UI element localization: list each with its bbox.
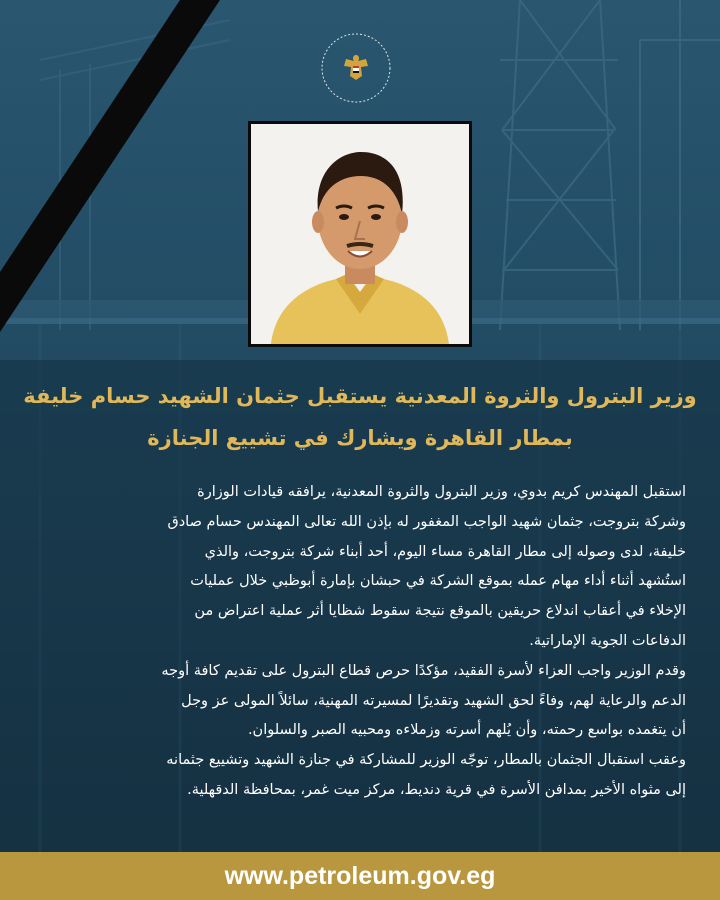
body-line: وشركة بتروجت، جثمان شهيد الواجب المغفور له بإذن الله تعالى المهندس حسام صادق [167,513,686,530]
footer-bar [0,852,720,900]
ministry-logo [316,28,396,108]
portrait-photo [248,121,472,347]
article-body [36,478,686,806]
body-line: وقدم الوزير واجب العزاء لأسرة الفقيد، مؤكدًا حرص قطاع البترول على تقديم كافة أوجه [161,662,686,679]
eagle-emblem-icon [344,55,368,80]
body-line: الدفاعات الجوية الإماراتية. [529,632,686,649]
website-link[interactable]: www.petroleum.gov.eg [224,862,496,890]
headline-line-2: بمطار القاهرة ويشارك في تشييع الجنازة [147,426,573,450]
body-line: الإخلاء في أعقاب اندلاع حريقين بالموقع نتيجة سقوط شظايا أثر عملية اعتراض من [194,603,686,620]
body-line: خليفة، لدى وصوله إلى مطار القاهرة مساء اليوم، أحد أبناء شركة بتروجت، والذي [204,543,686,560]
body-line: وعقب استقبال الجثمان بالمطار، توجّه الوزير للمشاركة في جنازة الشهيد وتشييع جثمانه [166,752,686,769]
body-line: استقبل المهندس كريم بدوي، وزير البترول والثروة المعدنية، يرافقه قيادات الوزارة [197,484,686,500]
body-line: استُشهد أثناء أداء مهام عمله بموقع الشركة في حبشان بإمارة أبوظبي خلال عمليات [190,573,686,590]
body-line: الدعم والرعاية لهم، وفاءً لحق الشهيد وتقديرًا لمسيرته المهنية، سائلاً المولى عز وجل [181,692,686,709]
body-line: أن يتغمده بواسع رحمته، وأن يُلهم أسرته وزملاءه ومحبيه الصبر والسلوان. [247,722,686,739]
headline-line-1: وزير البترول والثروة المعدنية يستقبل جثمان الشهيد حسام خليفة [23,384,697,408]
body-line: إلى مثواه الأخير بمدافن الأسرة في قرية دنديط، مركز ميت غمر، بمحافظة الدقهلية. [187,781,686,798]
